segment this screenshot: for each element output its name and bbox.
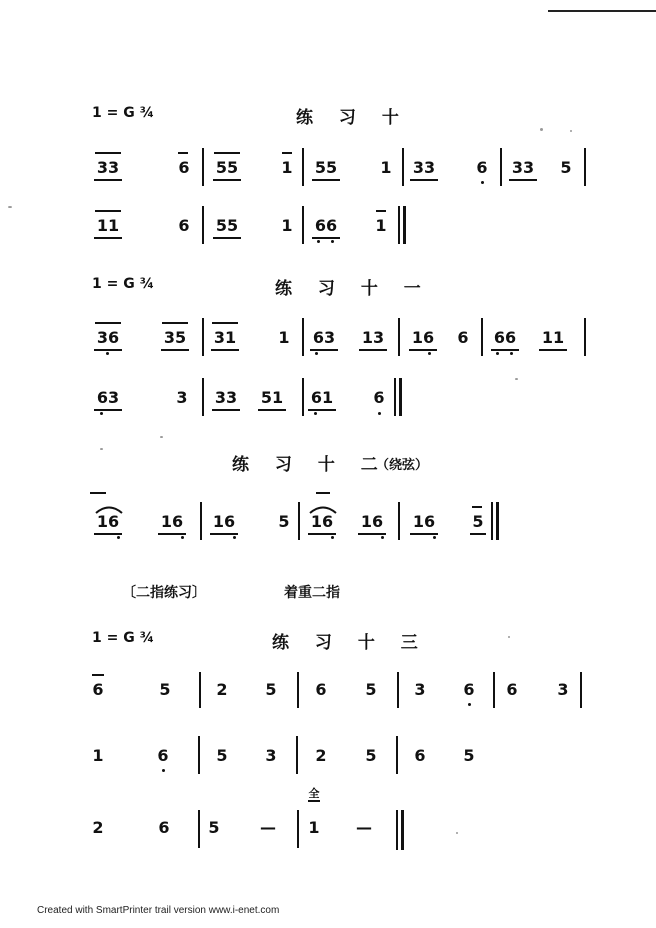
note: 63 — [96, 388, 120, 407]
exercise-subtitle: （绕弦） — [376, 458, 429, 473]
note: 6 — [506, 680, 518, 699]
note: 16 — [360, 512, 384, 531]
note: 1 — [380, 158, 392, 177]
exercise-title: 练 习 十 — [296, 108, 409, 128]
note: 55 — [314, 158, 338, 177]
section-label: 〔二指练习〕 — [122, 585, 206, 601]
note: 35 — [163, 328, 187, 347]
note: 5 — [463, 746, 475, 765]
note: 1 — [92, 746, 104, 765]
note: 13 — [361, 328, 385, 347]
note: 6 — [414, 746, 426, 765]
note: 6 — [463, 680, 475, 699]
section-emphasis: 着重二指 — [284, 585, 340, 601]
score-row — [0, 148, 656, 192]
note: 1 — [278, 328, 290, 347]
note: 3 — [557, 680, 569, 699]
note: 16 — [96, 512, 120, 531]
score-row — [0, 378, 656, 422]
score-row — [0, 498, 656, 542]
exercise-title: 练 习 十 三 — [272, 633, 428, 653]
note: 2 — [92, 818, 104, 837]
score-row — [0, 672, 656, 716]
note: 6 — [476, 158, 488, 177]
note: 2 — [315, 746, 327, 765]
score-row — [0, 206, 656, 250]
score-row — [0, 318, 656, 362]
note: 3 — [265, 746, 277, 765]
note: 6 — [457, 328, 469, 347]
note: 1 — [281, 158, 293, 177]
note: 16 — [160, 512, 184, 531]
note: 5 — [216, 746, 228, 765]
note: 2 — [216, 680, 228, 699]
note: 16 — [212, 512, 236, 531]
note: 3 — [176, 388, 188, 407]
note: 31 — [213, 328, 237, 347]
note: 5 — [159, 680, 171, 699]
note: 16 — [412, 512, 436, 531]
note: 5 — [265, 680, 277, 699]
note: 33 — [214, 388, 238, 407]
note: 11 — [96, 216, 120, 235]
note: 1 — [308, 818, 320, 837]
key-signature: 1 = G ¾ — [92, 105, 155, 121]
note: 6 — [158, 818, 170, 837]
key-signature: 1 = G ¾ — [92, 630, 155, 646]
note: 6 — [315, 680, 327, 699]
note: 5 — [472, 512, 484, 531]
note: 6 — [92, 680, 104, 699]
note: 36 — [96, 328, 120, 347]
note: 5 — [560, 158, 572, 177]
top-rule — [548, 10, 656, 12]
note: — — [356, 818, 372, 837]
note: 6 — [157, 746, 169, 765]
note: 3 — [414, 680, 426, 699]
note: 1 — [375, 216, 387, 235]
note: 61 — [310, 388, 334, 407]
exercise-title: 练 习 十 二 — [232, 455, 388, 475]
key-signature: 1 = G ¾ — [92, 276, 155, 292]
note: 16 — [411, 328, 435, 347]
note: 66 — [314, 216, 338, 235]
note: — — [260, 818, 276, 837]
note: 5 — [365, 680, 377, 699]
note: 5 — [208, 818, 220, 837]
note: 55 — [215, 216, 239, 235]
note: 55 — [215, 158, 239, 177]
note: 16 — [310, 512, 334, 531]
note: 1 — [281, 216, 293, 235]
note: 66 — [493, 328, 517, 347]
note: 33 — [511, 158, 535, 177]
annotation-quan: 全 — [308, 787, 320, 800]
watermark-footer: Created with SmartPrinter trail version www.i-enet.com — [37, 905, 280, 916]
note: 6 — [178, 158, 190, 177]
note: 6 — [178, 216, 190, 235]
score-row — [0, 787, 656, 850]
exercise-title: 练 习 十 一 — [275, 279, 431, 299]
note: 11 — [541, 328, 565, 347]
note: 5 — [365, 746, 377, 765]
note: 6 — [373, 388, 385, 407]
note: 33 — [412, 158, 436, 177]
score-row — [0, 736, 656, 780]
note: 5 — [278, 512, 290, 531]
note: 63 — [312, 328, 336, 347]
note: 51 — [260, 388, 284, 407]
note: 33 — [96, 158, 120, 177]
